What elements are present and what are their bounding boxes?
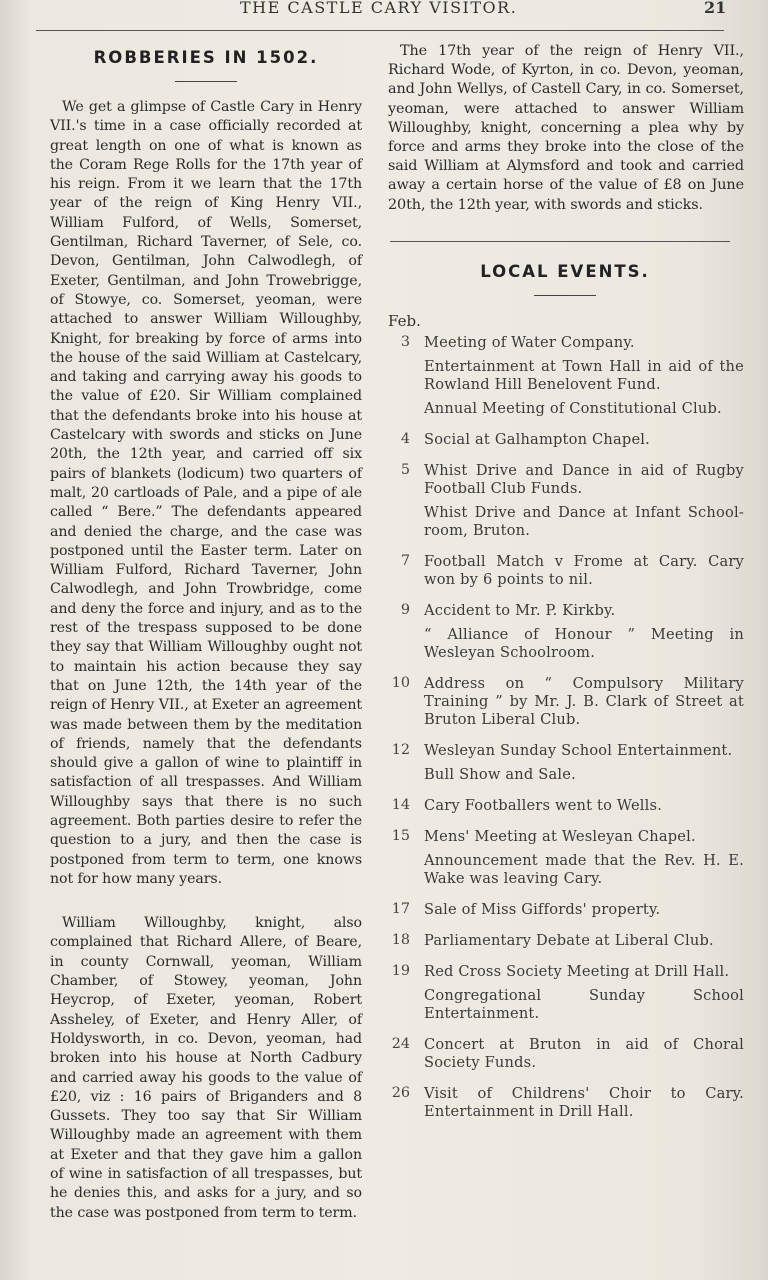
page-number: 21 — [704, 0, 727, 17]
robberies-paragraph-1: We get a glimpse of Castle Cary in Henry VII.'s time in a case officially recorded at great length on one of what is known as the Coram Rege Rolls for the 17th year of his reign. From it we learn that the 17th year of the reign of King Henry VII., William Fulford, of Wells, Somerset, Gentilman, Richard Taverner, of Sele, co. Devon, Gentilman, John Calwodlegh, of Exeter, Gentilman, and John Trowebrigge, of Stowye, co. Somerset, yeoman, were attached to answer William Willoughby, Knight, for breaking by force of arms into the house of the said William at Castelcary, and taking and carrying away his goods to the value of £20. Sir William complained that the defendants broke into his house at Castelcary with swords and sticks on June 20th, the 12th year, and carried off six pairs of blankets (lodicum) two quarters of malt, 20 cartloads of Pale, and a pipe of ale called “ Bere.” The defendants appeared and denied the charge, and the case was postponed until the Easter term. Later on William Fulford, Richard Taverner, John Calwodlegh, and John Trowbridge, come and deny the force and injury, and as to the rest of the trespass supposed to be done they say that William Willoughby ought not to maintain his action because they say that on June 12th, the 14th year of the reign of Henry VII., at Exeter an agreement was made between them by the meditation of friends, namely that the defendants should give a gallon of wine to plaintiff in satisfaction of all trespasses. And William Willoughby says that there is no such agreement. Both parties desire to refer the question to a jury, and then the case is postponed from term to term, one knows not for how many years. — [50, 99, 362, 887]
event-day-number: 5 — [400, 461, 410, 478]
event-day-number: 18 — [391, 931, 410, 948]
event-entry: Bull Show and Sale. — [424, 765, 576, 783]
event-entry: Congregational Sunday School Entertainment. — [424, 986, 744, 1022]
event-day-group — [386, 602, 744, 662]
event-day-number: 24 — [391, 1035, 410, 1052]
event-entry: “ Alliance of Honour ” Meeting in Wesleyan Schoolroom. — [424, 625, 744, 661]
event-day-number: 15 — [391, 827, 410, 844]
robberies-heading: ROBBERIES IN 1502. — [93, 48, 319, 67]
event-entry: Wesleyan Sunday School Entertainment. — [424, 741, 733, 759]
events-month: Feb. — [388, 311, 421, 330]
event-day-group — [386, 431, 744, 449]
event-entry: Announcement made that the Rev. H. E. Wake was leaving Cary. — [424, 851, 744, 887]
event-entry: Social at Galhampton Chapel. — [424, 430, 650, 448]
event-day-group — [386, 828, 744, 888]
event-day-group — [386, 334, 744, 418]
header-rule — [36, 30, 724, 31]
event-day-group — [386, 901, 744, 919]
event-day-number: 12 — [391, 741, 410, 758]
event-entry: Entertainment at Town Hall in aid of the Rowland Hill Benelovent Fund. — [424, 357, 744, 393]
event-entry: Parliamentary Debate at Liberal Club. — [424, 931, 714, 949]
event-day-number: 9 — [400, 601, 410, 618]
events-heading-rule — [534, 295, 596, 296]
event-entry: Red Cross Society Meeting at Drill Hall. — [424, 962, 730, 980]
events-list — [386, 334, 744, 1121]
event-day-group — [386, 932, 744, 950]
event-entry: Annual Meeting of Constitutional Club. — [424, 399, 722, 417]
robberies-paragraph-3: The 17th year of the reign of Henry VII., Richard Wode, of Kyrton, in co. Devon, yeoman, and John Wellys, of Castell Cary, in co. Somerset, yeoman, were attached to answer William Willoughby, knight, concerning a plea why by force and arms they broke into the close of the said William at Alymsford and took and carried away a certain horse of the value of £8 on June 20th, the 12th year, with swords and sticks. — [388, 43, 744, 213]
left-column — [50, 48, 362, 1223]
publication-title: THE CASTLE CARY VISITOR. — [240, 0, 518, 17]
event-day-number: 14 — [391, 796, 410, 813]
event-day-number: 7 — [400, 552, 410, 569]
event-day-group — [386, 675, 744, 729]
event-entry: Cary Footballers went to Wells. — [424, 796, 663, 814]
robberies-paragraph-2: William Willoughby, knight, also complained that Richard Allere, of Beare, in county Cornwall, yeoman, William Chamber, of Stowey, yeoman, John Heycrop, of Exeter, yeoman, Robert Assheley, of Exeter, and Henry Aller, of Holdysworth, in co. Devon, yeoman, had broken into his house at North Cadbury and carried away his goods to the value of £20, viz : 16 pairs of Briganders and 8 Gussets. They too say that Sir William Willoughby made an agreement with them at Exeter and that they gave him a gallon of wine in satisfaction of all trespasses, but he denies this, and asks for a jury, and so the case was postponed from term to term. — [50, 915, 362, 1221]
event-day-number: 26 — [391, 1084, 410, 1101]
event-day-number: 17 — [391, 900, 410, 917]
event-entry: Sale of Miss Giffords' property. — [424, 900, 661, 918]
event-day-group — [386, 797, 744, 815]
event-entry: Whist Drive and Dance at Infant School-room, Bruton. — [424, 503, 744, 539]
event-day-group — [386, 742, 744, 784]
event-day-group — [386, 963, 744, 1023]
event-day-number: 10 — [391, 674, 410, 691]
event-day-number: 3 — [400, 333, 410, 350]
event-entry: Concert at Bruton in aid of Choral Society Funds. — [424, 1035, 744, 1071]
event-day-group — [386, 1085, 744, 1121]
event-day-number: 4 — [400, 430, 410, 447]
local-events-heading: LOCAL EVENTS. — [480, 261, 650, 281]
right-column — [386, 42, 744, 1121]
event-entry: Mens' Meeting at Wesleyan Chapel. — [424, 827, 696, 845]
heading-rule — [175, 81, 237, 82]
event-entry: Address on “ Compulsory Military Training ” by Mr. J. B. Clark of Street at Bruton Liberal Club. — [424, 674, 744, 728]
event-entry: Visit of Childrens' Choir to Cary. Entertainment in Drill Hall. — [424, 1084, 744, 1120]
event-entry: Meeting of Water Company. — [424, 333, 635, 351]
event-entry: Accident to Mr. P. Kirkby. — [424, 601, 616, 619]
event-day-group — [386, 553, 744, 589]
event-day-group — [386, 1036, 744, 1072]
event-entry: Whist Drive and Dance in aid of Rugby Football Club Funds. — [424, 461, 744, 497]
event-entry: Football Match v Frome at Cary. Cary won by 6 points to nil. — [424, 552, 744, 588]
event-day-group — [386, 462, 744, 540]
event-day-number: 19 — [391, 962, 410, 979]
section-divider — [390, 241, 730, 242]
running-head — [0, 0, 768, 22]
